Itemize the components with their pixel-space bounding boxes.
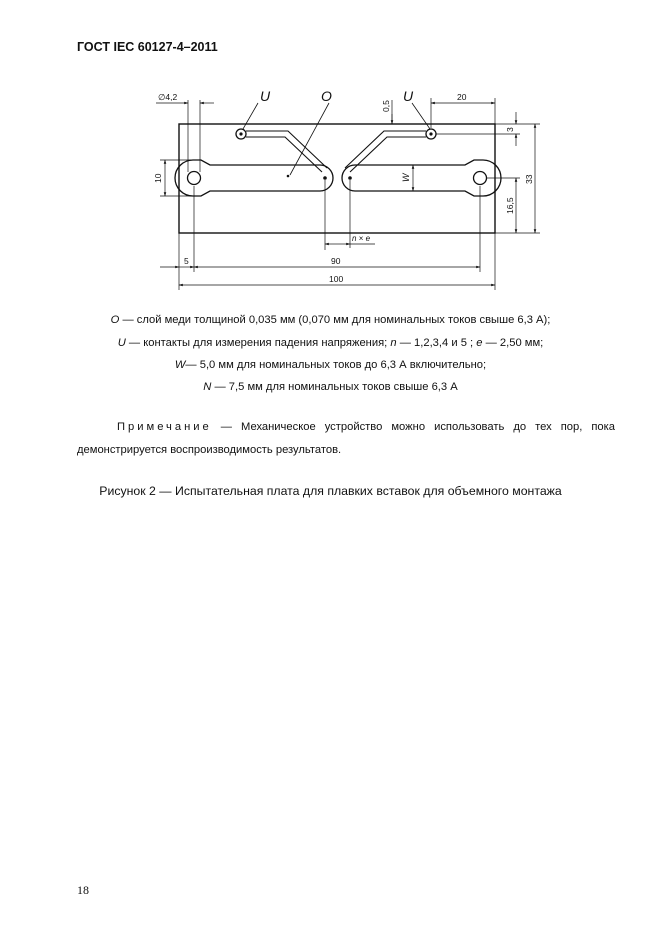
legend-line-w: W— 5,0 мм для номинальных токов до 6,3 А включительно; bbox=[174, 359, 487, 371]
dim-hole-diameter: ∅4,2 bbox=[158, 92, 178, 102]
label-u-left: U bbox=[260, 88, 271, 104]
right-copper-track bbox=[342, 160, 501, 196]
dim-33: 33 bbox=[524, 174, 534, 184]
dim-3: 3 bbox=[505, 127, 515, 132]
right-mounting-hole bbox=[474, 172, 487, 185]
label-o: O bbox=[321, 88, 332, 104]
page-number: 18 bbox=[77, 883, 89, 897]
dim-90: 90 bbox=[331, 256, 341, 266]
dim-n-x-e: n × e bbox=[352, 234, 371, 243]
left-mounting-hole bbox=[188, 172, 201, 185]
board-outline bbox=[179, 124, 495, 233]
note-paragraph bbox=[77, 416, 615, 462]
dim-0-5: 0,5 bbox=[381, 100, 391, 112]
dim-20: 20 bbox=[457, 92, 467, 102]
dim-w: W bbox=[401, 173, 411, 182]
left-copper-track bbox=[175, 160, 333, 196]
dim-5: 5 bbox=[184, 256, 189, 266]
legend-line-o: O — слой меди толщиной 0,035 мм (0,070 мм для номинальных токов свыше 6,3 А); bbox=[110, 314, 551, 326]
figure-caption: Рисунок 2 — Испытательная плата для плавких вставок для объемного монтажа bbox=[99, 484, 562, 498]
note-text: — Механическое устройство можно использовать до тех пор, пока демонстрируется воспроизводимость результатов. bbox=[77, 421, 615, 456]
dim-100: 100 bbox=[329, 274, 344, 284]
legend-line-n: N — 7,5 мм для номинальных токов свыше 6,3 А bbox=[203, 381, 458, 393]
dim-16-5: 16,5 bbox=[505, 197, 515, 214]
label-u-right: U bbox=[403, 88, 414, 104]
document-header: ГОСТ IEC 60127-4–2011 bbox=[77, 40, 218, 54]
test-board-drawing bbox=[0, 0, 661, 300]
note-lead: Примечание bbox=[117, 421, 212, 433]
dim-10: 10 bbox=[153, 173, 163, 183]
legend-line-u: U — контакты для измерения падения напряжения; n — 1,2,3,4 и 5 ; e — 2,50 мм; bbox=[117, 337, 544, 349]
